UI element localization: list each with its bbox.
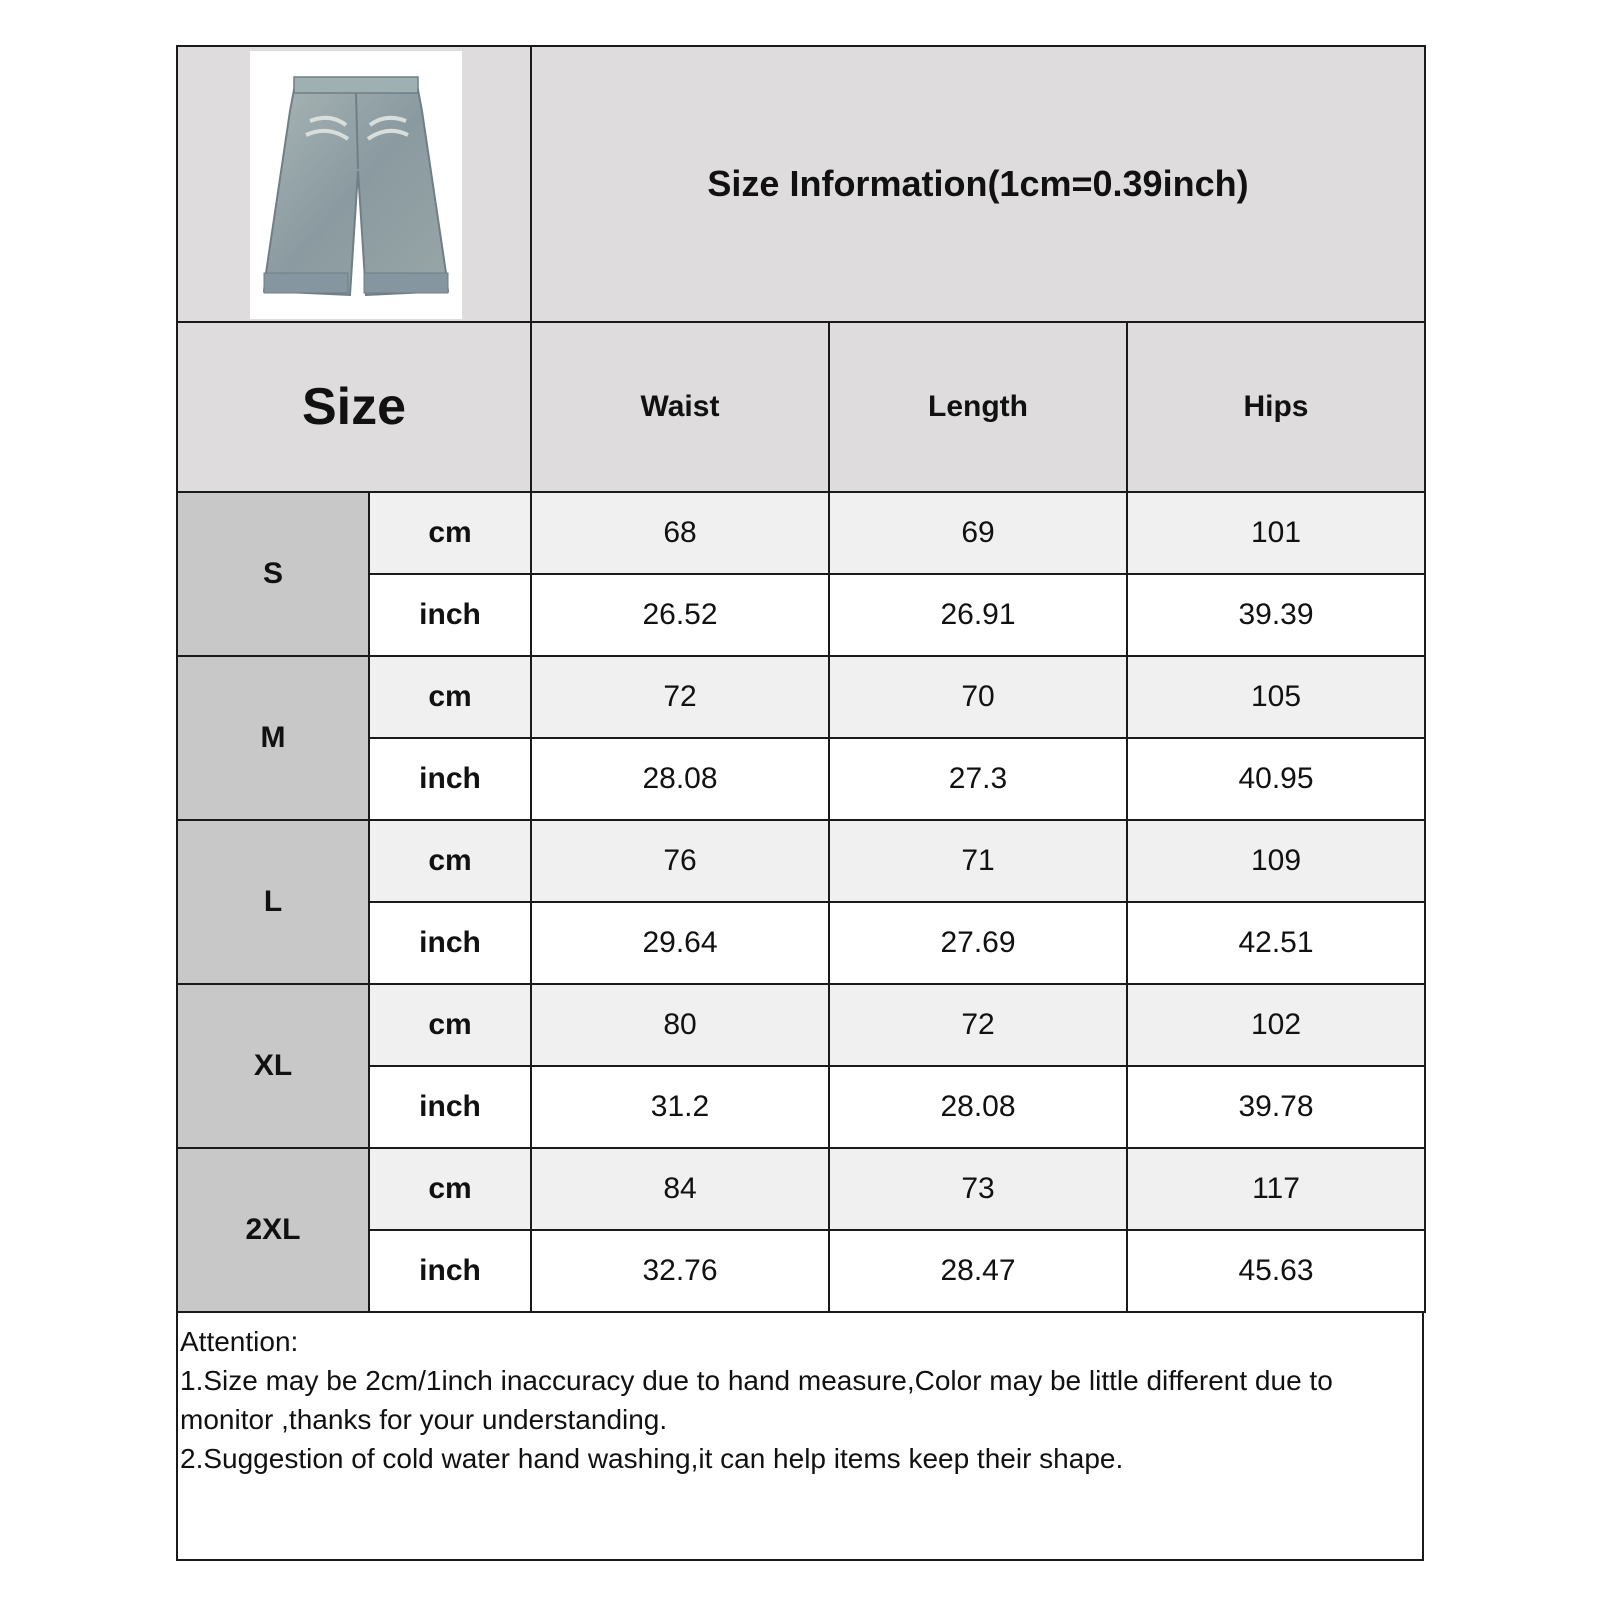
length-cm-value: 72 <box>828 983 1128 1067</box>
length-inch-value: 27.69 <box>828 901 1128 985</box>
unit-label-inch: inch <box>368 901 532 985</box>
length-inch-value: 27.3 <box>828 737 1128 821</box>
unit-label-inch: inch <box>368 737 532 821</box>
length-header: Length <box>828 321 1128 493</box>
product-photo-background <box>250 51 462 319</box>
waist-inch-value: 32.76 <box>530 1229 830 1313</box>
hips-inch-value: 39.78 <box>1126 1065 1426 1149</box>
size-label-m: M <box>176 655 370 821</box>
length-inch-value: 28.47 <box>828 1229 1128 1313</box>
size-label-2xl: 2XL <box>176 1147 370 1313</box>
unit-label-cm: cm <box>368 491 532 575</box>
hips-cm-value: 102 <box>1126 983 1426 1067</box>
attention-line-2: 2.Suggestion of cold water hand washing,it can help items keep their shape. <box>180 1443 1124 1474</box>
size-label-s: S <box>176 491 370 657</box>
length-inch-value: 28.08 <box>828 1065 1128 1149</box>
hips-inch-value: 42.51 <box>1126 901 1426 985</box>
unit-label-inch: inch <box>368 1229 532 1313</box>
attention-notes <box>180 1322 1420 1478</box>
unit-label-cm: cm <box>368 819 532 903</box>
waist-cm-value: 84 <box>530 1147 830 1231</box>
waist-cm-value: 72 <box>530 655 830 739</box>
hips-cm-value: 109 <box>1126 819 1426 903</box>
length-inch-value: 26.91 <box>828 573 1128 657</box>
unit-label-cm: cm <box>368 983 532 1067</box>
denim-shorts-image <box>250 51 462 319</box>
hips-inch-value: 45.63 <box>1126 1229 1426 1313</box>
size-label-l: L <box>176 819 370 985</box>
unit-label-cm: cm <box>368 1147 532 1231</box>
hips-inch-value: 40.95 <box>1126 737 1426 821</box>
waist-cm-value: 76 <box>530 819 830 903</box>
length-cm-value: 69 <box>828 491 1128 575</box>
attention-line-1: 1.Size may be 2cm/1inch inaccuracy due to hand measure,Color may be little different due to monitor ,thanks for your understanding. <box>180 1365 1333 1435</box>
size-info-title: Size Information(1cm=0.39inch) <box>530 45 1426 323</box>
hips-inch-value: 39.39 <box>1126 573 1426 657</box>
hips-cm-value: 105 <box>1126 655 1426 739</box>
unit-label-inch: inch <box>368 573 532 657</box>
unit-label-inch: inch <box>368 1065 532 1149</box>
size-header: Size <box>176 321 532 493</box>
waist-cm-value: 80 <box>530 983 830 1067</box>
waist-header: Waist <box>530 321 830 493</box>
hips-cm-value: 117 <box>1126 1147 1426 1231</box>
hips-header: Hips <box>1126 321 1426 493</box>
product-photo-cell <box>176 45 532 323</box>
size-label-xl: XL <box>176 983 370 1149</box>
length-cm-value: 73 <box>828 1147 1128 1231</box>
length-cm-value: 71 <box>828 819 1128 903</box>
waist-inch-value: 26.52 <box>530 573 830 657</box>
waist-cm-value: 68 <box>530 491 830 575</box>
unit-label-cm: cm <box>368 655 532 739</box>
hips-cm-value: 101 <box>1126 491 1426 575</box>
waist-inch-value: 29.64 <box>530 901 830 985</box>
attention-heading: Attention: <box>180 1326 299 1357</box>
waist-inch-value: 28.08 <box>530 737 830 821</box>
length-cm-value: 70 <box>828 655 1128 739</box>
waist-inch-value: 31.2 <box>530 1065 830 1149</box>
